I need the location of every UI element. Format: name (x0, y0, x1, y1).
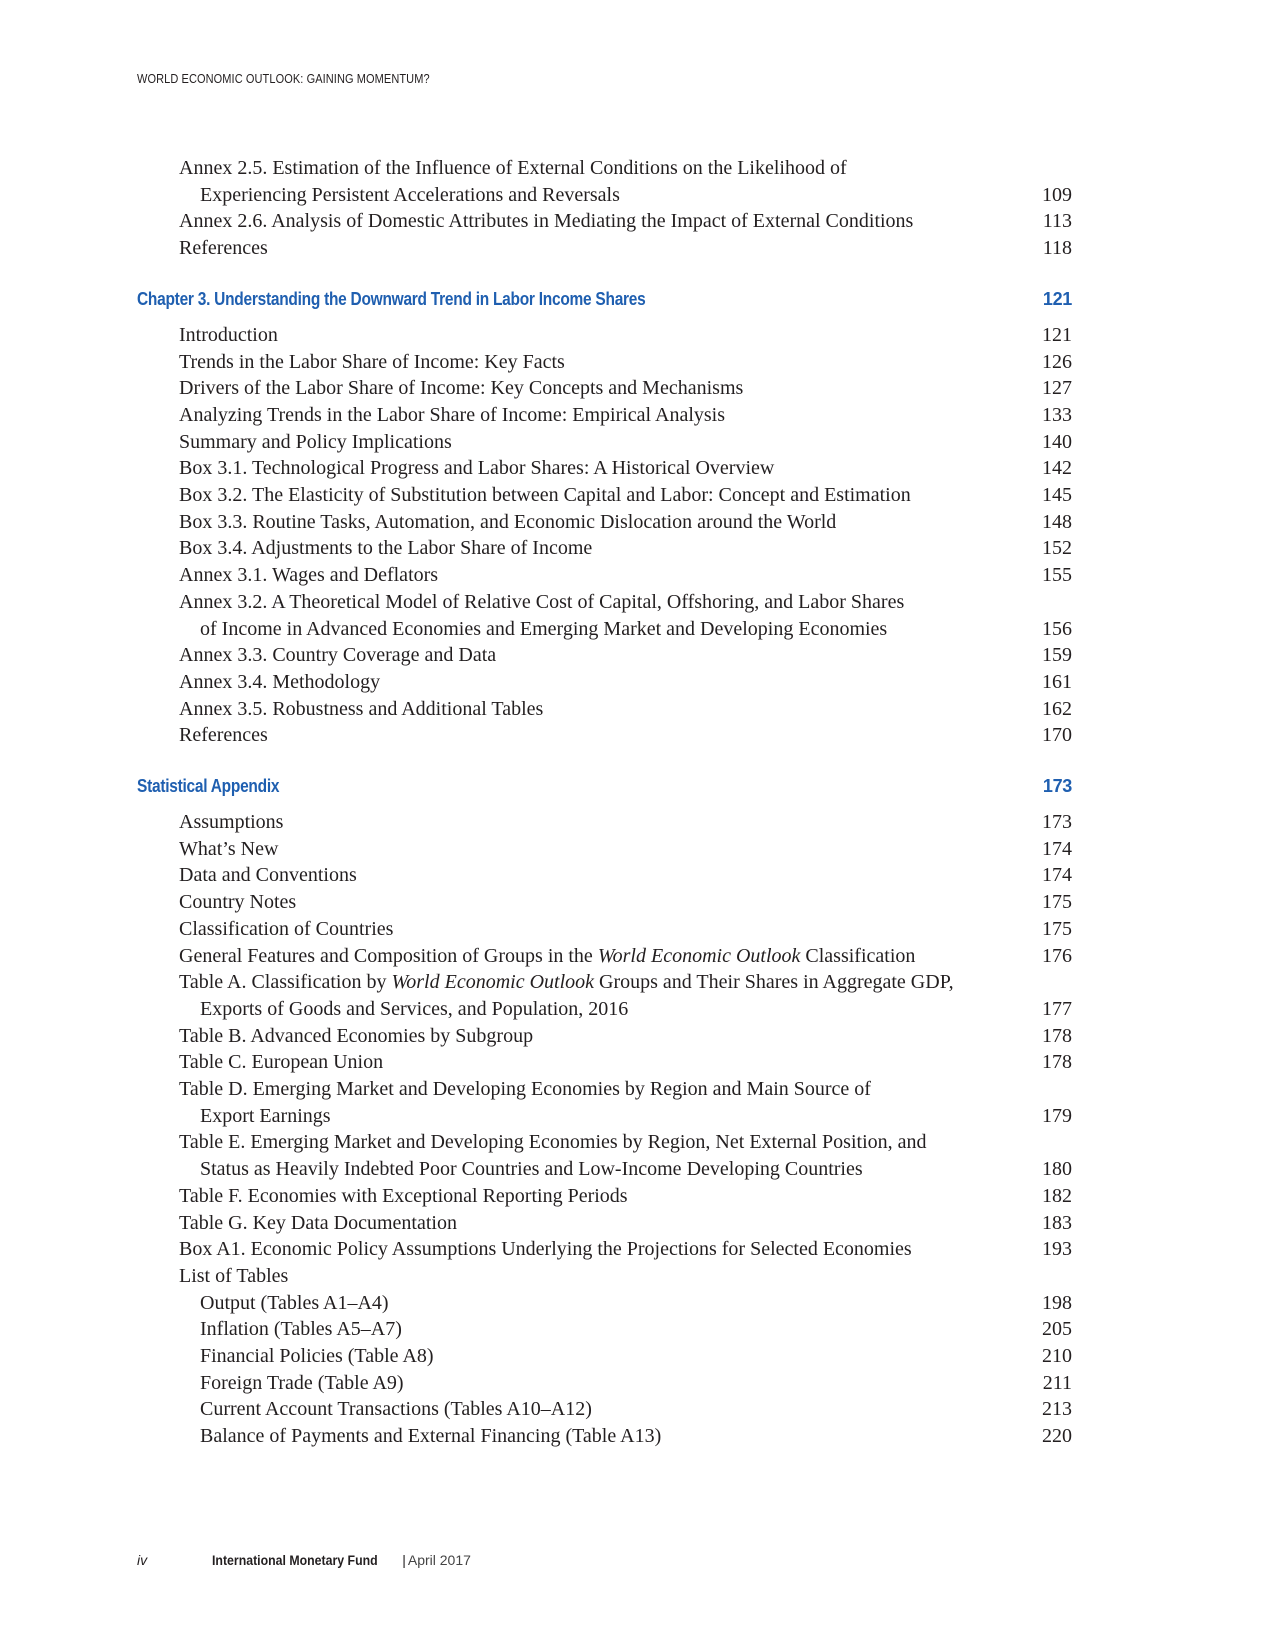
toc-entry-title-line2: Status as Heavily Indebted Poor Countries and Low-Income Developing Countries (200, 1158, 863, 1181)
toc-entry-title-line2: Export Earnings (200, 1104, 331, 1127)
toc-entry-title: Balance of Payments and External Financing (Table A13) (200, 1425, 662, 1448)
toc-entry[interactable] (137, 809, 1072, 836)
toc-page-number: 152 (1042, 537, 1072, 560)
toc-entry-title: Annex 2.6. Analysis of Domestic Attributes in Mediating the Impact of External Conditions (179, 210, 914, 233)
toc-entry[interactable] (137, 1183, 1072, 1210)
toc-page-number: 180 (1042, 1158, 1072, 1181)
toc-page-number: 213 (1042, 1398, 1072, 1421)
chapter-title: Chapter 3. Understanding the Downward Trend in Labor Income Shares (137, 288, 646, 309)
folio-page-number: iv (137, 1552, 148, 1568)
toc-page-number: 156 (1042, 617, 1072, 640)
toc-entry[interactable] (137, 375, 1072, 402)
toc-entry-title: Assumptions (179, 811, 284, 834)
toc-page-number: 142 (1042, 457, 1072, 480)
toc-entry-title: Inflation (Tables A5–A7) (200, 1318, 402, 1341)
toc-entry-title-line1 (179, 969, 954, 996)
page-footer (137, 1552, 471, 1568)
toc-entry-title-line1: Table E. Emerging Market and Developing Economies by Region, Net External Position, and (179, 1131, 927, 1154)
toc-entry-title: List of Tables (179, 1264, 289, 1287)
toc-entry-title: Table C. European Union (179, 1051, 384, 1074)
toc-entry-title-line2: Exports of Goods and Services, and Population, 2016 (200, 997, 629, 1020)
toc-entry-title: Financial Policies (Table A8) (200, 1345, 434, 1368)
toc-entry-title: References (179, 237, 268, 260)
toc-entry-title: Annex 3.3. Country Coverage and Data (179, 644, 497, 667)
publication-date: April 2017 (407, 1552, 471, 1568)
toc-entry[interactable] (137, 696, 1072, 723)
toc-entry[interactable] (137, 1049, 1072, 1076)
toc-page-number: 121 (1042, 323, 1072, 346)
toc-page-number: 176 (1042, 944, 1072, 967)
toc-page-number: 140 (1042, 430, 1072, 453)
toc-page-number: 211 (1042, 1371, 1072, 1394)
toc-page-number: 162 (1042, 697, 1072, 720)
toc-entry-annex-3-2[interactable] (137, 589, 1072, 642)
toc-page-number: 161 (1042, 670, 1072, 693)
toc-entry-title: Trends in the Labor Share of Income: Key Facts (179, 350, 565, 373)
toc-page-number: 159 (1042, 644, 1072, 667)
toc-entry-title: What’s New (179, 837, 279, 860)
statistical-appendix-heading[interactable] (137, 773, 1072, 799)
toc-subentry[interactable] (137, 1370, 1072, 1397)
toc-page-number: 178 (1042, 1024, 1072, 1047)
toc-page-number: 155 (1042, 564, 1072, 587)
toc-page-number: 178 (1042, 1051, 1072, 1074)
toc-page-number: 170 (1042, 724, 1072, 747)
toc-entry-title: Drivers of the Labor Share of Income: Key Concepts and Mechanisms (179, 377, 744, 400)
toc-entry-title: Data and Conventions (179, 864, 357, 887)
toc-page-number: 173 (1042, 811, 1072, 834)
toc-page-number: 198 (1042, 1291, 1072, 1314)
toc-entry-table-d[interactable] (137, 1076, 1072, 1129)
toc-entry-title-part: Classification (800, 944, 916, 967)
toc-page-number: 182 (1042, 1184, 1072, 1207)
toc-entry-list-of-tables (137, 1263, 1072, 1290)
toc-entry-annex-2-5[interactable] (137, 155, 1072, 208)
toc-entry-title-part: General Features and Composition of Groups in the (179, 944, 598, 967)
toc-entry[interactable] (137, 722, 1072, 749)
toc-entry-title: Summary and Policy Implications (179, 430, 452, 453)
toc-entry-title: Box 3.4. Adjustments to the Labor Share of Income (179, 537, 593, 560)
toc-entry-title-italic: World Economic Outlook (597, 944, 801, 967)
toc-entry-title: Box 3.1. Technological Progress and Labor Shares: A Historical Overview (179, 457, 775, 480)
toc-entry-title-line2: Experiencing Persistent Accelerations and Reversals (200, 183, 620, 206)
toc-entry[interactable] (137, 482, 1072, 509)
toc-entry[interactable] (137, 349, 1072, 376)
toc-page-number: 175 (1042, 891, 1072, 914)
running-header: WORLD ECONOMIC OUTLOOK: GAINING MOMENTUM? (137, 72, 430, 86)
toc-page-number: 145 (1042, 484, 1072, 507)
toc-entry-title: Foreign Trade (Table A9) (200, 1371, 404, 1394)
toc-entry[interactable] (137, 862, 1072, 889)
toc-entry-title: Annex 3.1. Wages and Deflators (179, 564, 439, 587)
toc-page-number: 175 (1042, 917, 1072, 940)
toc-subentry[interactable] (137, 1290, 1072, 1317)
toc-entry-title: Analyzing Trends in the Labor Share of Income: Empirical Analysis (179, 403, 726, 426)
toc-entry[interactable] (137, 429, 1072, 456)
toc-entry-general-features[interactable] (137, 943, 1072, 970)
toc-entry-title: Table B. Advanced Economies by Subgroup (179, 1024, 534, 1047)
toc-entry-title: Annex 3.5. Robustness and Additional Tables (179, 697, 544, 720)
toc-page-number: 148 (1042, 510, 1072, 533)
chapter-page-number: 121 (1042, 288, 1072, 309)
toc-page-number: 177 (1042, 997, 1072, 1020)
toc-entry[interactable] (137, 509, 1072, 536)
toc-subentry[interactable] (137, 1396, 1072, 1423)
toc-page-number: 109 (1042, 183, 1072, 206)
toc-entry[interactable] (137, 562, 1072, 589)
toc-entry-title: Table G. Key Data Documentation (179, 1211, 457, 1234)
toc-entry-title-line1: Annex 2.5. Estimation of the Influence of External Conditions on the Likelihood of (179, 156, 847, 179)
toc-entry[interactable] (137, 1023, 1072, 1050)
toc-entry-title: Box 3.3. Routine Tasks, Automation, and Economic Dislocation around the World (179, 510, 837, 533)
toc-page-number: 174 (1042, 837, 1072, 860)
toc-entry-title: Current Account Transactions (Tables A10–A12) (200, 1398, 592, 1421)
toc-entry-title-line1: Table D. Emerging Market and Developing Economies by Region and Main Source of (179, 1078, 871, 1101)
toc-entry-references-ch2[interactable] (137, 235, 1072, 262)
toc-entry-title: Table F. Economies with Exceptional Reporting Periods (179, 1184, 628, 1207)
toc-entry-title-line2: of Income in Advanced Economies and Emerging Market and Developing Economies (200, 617, 888, 640)
toc-entry-title: References (179, 724, 268, 747)
toc-entry-title: Classification of Countries (179, 917, 394, 940)
toc-entry-title: Output (Tables A1–A4) (200, 1291, 389, 1314)
toc-entry[interactable] (137, 642, 1072, 669)
toc-entry[interactable] (137, 916, 1072, 943)
toc-page-number: 183 (1042, 1211, 1072, 1234)
chapter-page-number: 173 (1042, 776, 1072, 797)
table-of-contents (137, 155, 1072, 1450)
toc-entry-title-line1: Annex 3.2. A Theoretical Model of Relative Cost of Capital, Offshoring, and Labor Shares (179, 590, 905, 613)
toc-entry-title: Box A1. Economic Policy Assumptions Underlying the Projections for Selected Economies (179, 1238, 912, 1261)
toc-entry[interactable] (137, 322, 1072, 349)
publisher-name: International Monetary Fund (212, 1552, 378, 1568)
toc-page-number: 118 (1042, 237, 1072, 260)
toc-page-number: 174 (1042, 864, 1072, 887)
toc-entry-title-part: Groups and Their Shares in Aggregate GDP, (594, 971, 954, 994)
toc-page-number: 127 (1042, 377, 1072, 400)
footer-separator: | (402, 1552, 406, 1568)
toc-entry[interactable] (137, 889, 1072, 916)
toc-page-number: 126 (1042, 350, 1072, 373)
toc-entry-title: Annex 3.4. Methodology (179, 670, 381, 693)
toc-subentry[interactable] (137, 1423, 1072, 1450)
toc-entry[interactable] (137, 535, 1072, 562)
toc-entry-title: Box 3.2. The Elasticity of Substitution between Capital and Labor: Concept and Estimation (179, 484, 911, 507)
toc-entry[interactable] (137, 1210, 1072, 1237)
chapter-title: Statistical Appendix (137, 776, 280, 797)
toc-entry-title-part: Table A. Classification by (179, 971, 392, 994)
toc-page-number: 193 (1042, 1238, 1072, 1261)
toc-entry-table-e[interactable] (137, 1129, 1072, 1182)
toc-entry[interactable] (137, 402, 1072, 429)
toc-entry[interactable] (137, 836, 1072, 863)
toc-entry-title: Country Notes (179, 891, 297, 914)
toc-page-number: 210 (1042, 1345, 1072, 1368)
toc-subentry[interactable] (137, 1343, 1072, 1370)
toc-subentry[interactable] (137, 1316, 1072, 1343)
toc-entry-title-italic: World Economic Outlook (391, 971, 595, 994)
toc-entry[interactable] (137, 669, 1072, 696)
toc-entry[interactable] (137, 455, 1072, 482)
toc-page-number: 220 (1042, 1425, 1072, 1448)
toc-page-number: 179 (1042, 1104, 1072, 1127)
toc-page-number: 205 (1042, 1318, 1072, 1341)
toc-entry[interactable] (137, 1236, 1072, 1263)
toc-entry-table-a[interactable] (137, 969, 1072, 1022)
toc-page-number: 133 (1042, 403, 1072, 426)
toc-entry-annex-2-6[interactable] (137, 208, 1072, 235)
toc-entry-title: Introduction (179, 323, 278, 346)
chapter-3-heading[interactable] (137, 286, 1072, 312)
toc-page-number: 113 (1042, 210, 1072, 233)
